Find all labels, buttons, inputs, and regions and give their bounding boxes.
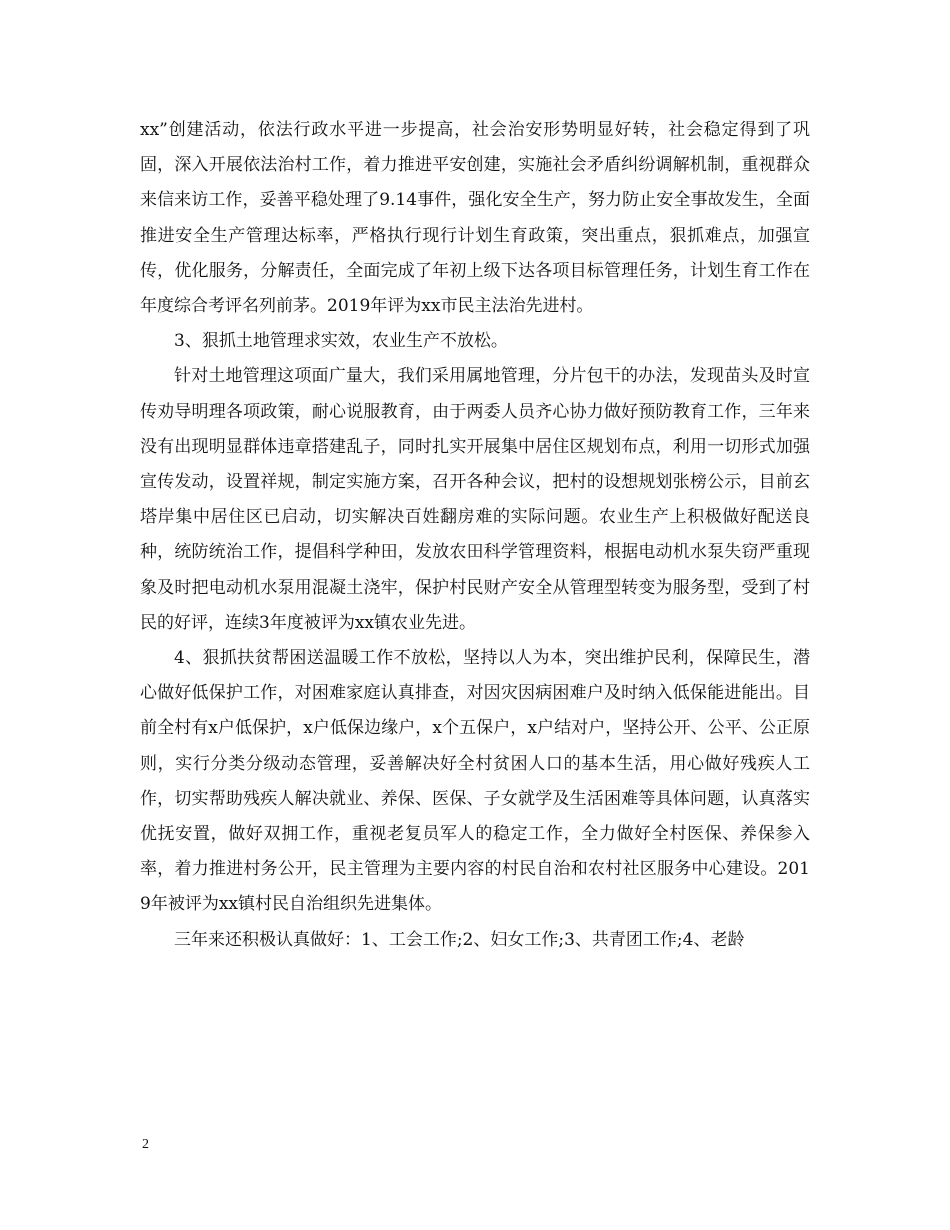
paragraph-3: 针对土地管理这项面广量大，我们采用属地管理，分片包干的办法，发现苗头及时宣传劝导明理各项政策，耐心说服教育，由于两委人员齐心协力做好预防教育工作，三年来没有出现明显群体违章搭建乱子，同时扎实开展集中居住区规划布点，利用一切形式加强宣传发动，设置祥规，制定实施方案，召开各种会议，把村的设想规划张榜公示，目前玄塔岸集中居住区已启动，切实解决百姓翻房难的实际问题。农业生产上积极做好配送良种，统防统治工作，提倡科学种田，发放农田科学管理资料，根据电动机水泵失窃严重现象及时把电动机水泵用混凝土浇牢，保护村民财产安全从管理型转变为服务型，受到了村民的好评，连续3年度被评为xx镇农业先进。 [140, 366, 810, 633]
paragraph-2-heading: 3、狠抓土地管理求实效，农业生产不放松。 [174, 331, 508, 352]
paragraph-1: xx”创建活动，依法行政水平进一步提高，社会治安形势明显好转，社会稳定得到了巩固，深入开展依法治村工作，着力推进平安创建，实施社会矛盾纠纷调解机制，重视群众来信来访工作，妥善平稳处理了9.14事件，强化安全生产，努力防止安全事故发生，全面推进安全生产管理达标率，严格执行现行计划生育政策，突出重点，狠抓难点，加强宣传，优化服务，分解责任，全面完成了年初上级下达各项目标管理任务，计划生育工作在年度综合考评名列前茅。2019年评为xx市民主法治先进村。 [140, 120, 810, 317]
page-number: 2 [142, 1137, 149, 1152]
paragraph-4: 4、狠抓扶贫帮困送温暖工作不放松，坚持以人为本，突出维护民利，保障民生，潜心做好低保护工作，对困难家庭认真排查，对因灾因病困难户及时纳入低保能进能出。目前全村有x户低保护，x户低保边缘户，x个五保户，x户结对户，坚持公开、公平、公正原则，实行分类分级动态管理，妥善解决好全村贫困人口的基本生活，用心做好残疾人工作，切实帮助残疾人解决就业、养保、医保、子女就学及生活困难等具体问题，认真落实优抚安置，做好双拥工作，重视老复员军人的稳定工作，全力做好全村医保、养保参入率，着力推进村务公开，民主管理为主要内容的村民自治和农村社区服务中心建设。2019年被评为xx镇村民自治组织先进集体。 [140, 648, 810, 915]
document-body [140, 113, 810, 958]
paragraph-5: 三年来还积极认真做好：1、工会工作;2、妇女工作;3、共青团工作;4、老龄 [174, 929, 745, 950]
